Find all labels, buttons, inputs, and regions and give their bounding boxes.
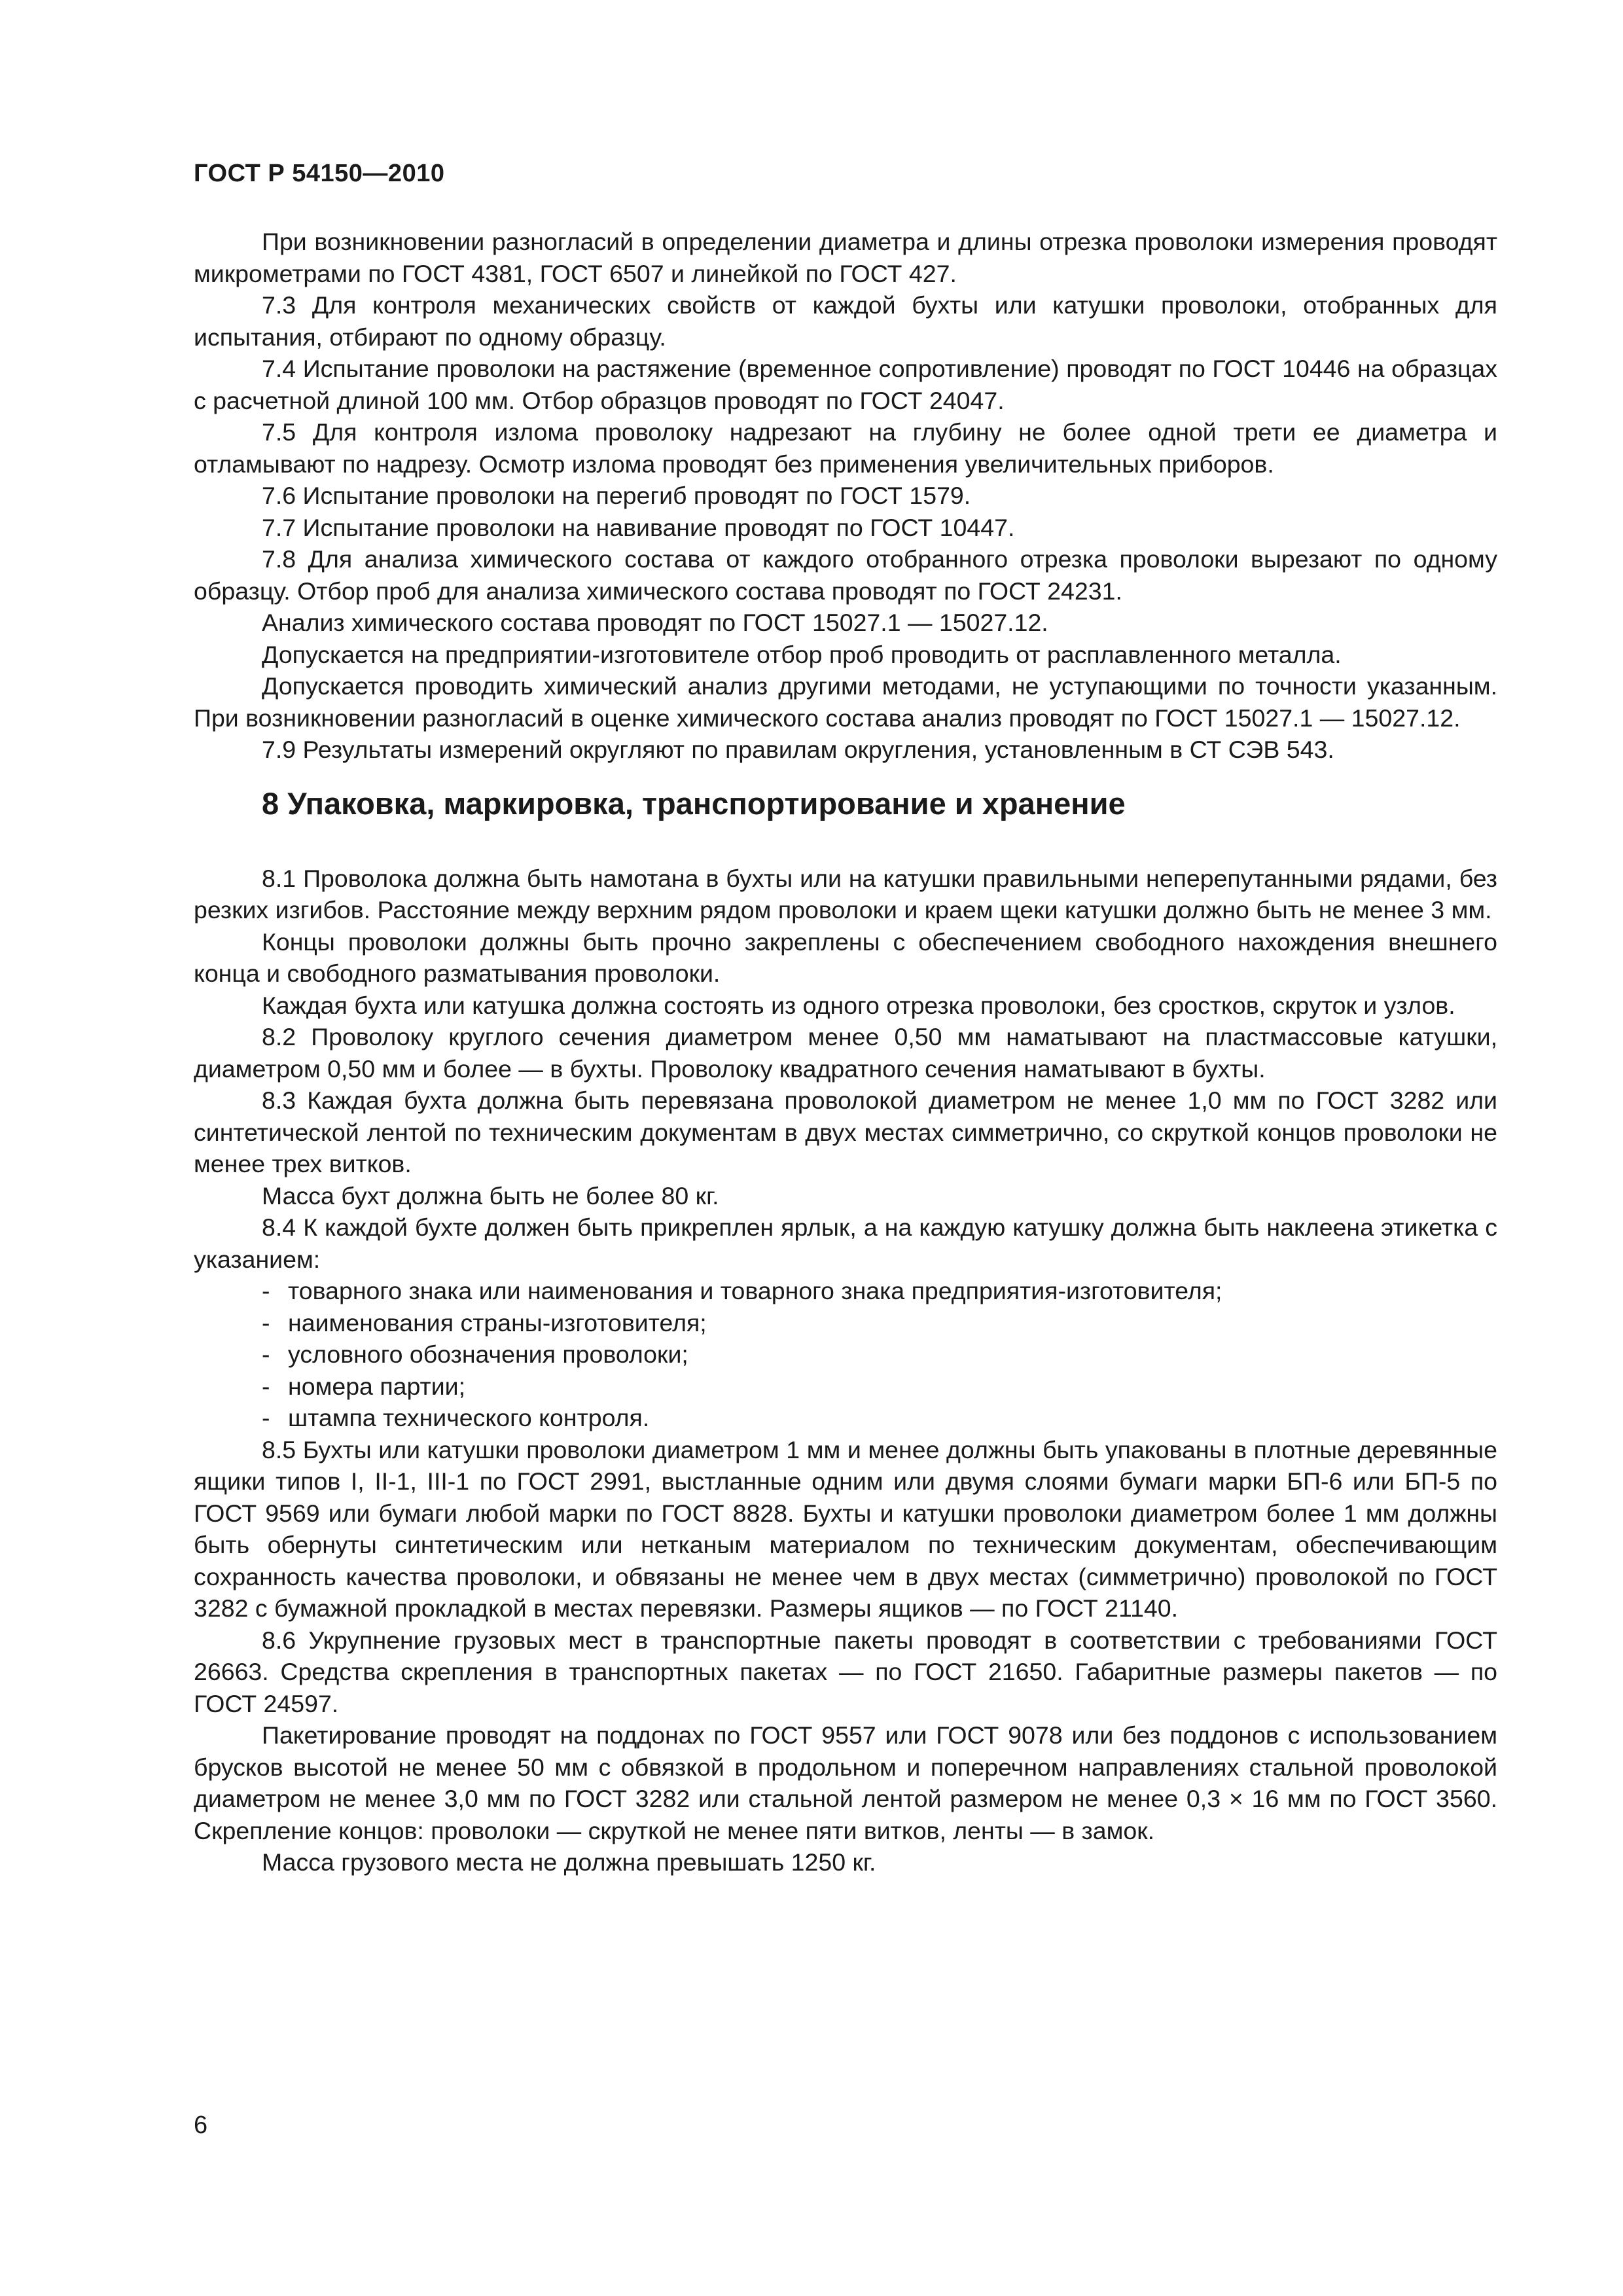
list-dash: - [262, 1277, 270, 1304]
paragraph-7-3: 7.3 Для контроля механических свойств от каждой бухты или катушки проволоки, отобранных для испытания, отбирают по одному образцу. [194, 291, 1497, 351]
paragraph-package-mass: Масса грузового места не должна превышать 1250 кг. [262, 1848, 876, 1876]
paragraph-palletizing: Пакетирование проводят на поддонах по ГОСТ 9557 или ГОСТ 9078 или без поддонов с использованием брусков высотой не менее 50 мм с обвязкой в продольном и поперечном направлениях стальной проволокой диаметром не менее 3,0 мм по ГОСТ 3282 или стальной лентой размером не менее 0,3 × 16 мм по ГОСТ 3560. Скрепление концов: проволоки — скруткой не менее пяти витков, ленты — в замок. [194, 1721, 1497, 1844]
paragraph-7-5: 7.5 Для контроля излома проволоку надрезают на глубину не более одной трети ее диаметра и отламывают по надрезу. Осмотр излома проводят без применения увеличительных приборов. [194, 418, 1497, 478]
paragraph-8-5: 8.5 Бухты или катушки проволоки диаметром 1 мм и менее должны быть упакованы в плотные деревянные ящики типов I, II-1, III-1 по ГОСТ 2991, выстланные одним или двумя слоями бумаги марки БП-6 или БП-5 по ГОСТ 9569 или бумаги любой марки по ГОСТ 8828. Бухты и катушки проволоки диаметром более 1 мм должны быть обернуты синтетическим или нетканым материалом по техническим документам, обеспечивающим сохранность качества проволоки, и обвязаны не менее чем в двух местах (симметрично) проволокой по ГОСТ 3282 с бумажной прокладкой в местах перевязки. Размеры ящиков — по ГОСТ 21140. [194, 1435, 1497, 1622]
paragraph-7-8: 7.8 Для анализа химического состава от каждого отобранного отрезка проволоки вырезают по одному образцу. Отбор проб для анализа химического состава проводят по ГОСТ 24231. [194, 545, 1497, 605]
list-item: - номера партии; [262, 1371, 1497, 1403]
paragraph-8-1: 8.1 Проволока должна быть намотана в бухты или на катушки правильными неперепутанными рядами, без резких изгибов. Расстояние между верхним рядом проволоки и краем щеки катушки должно быть не менее 3 мм. [194, 864, 1497, 924]
label-contents-list [194, 1275, 1497, 1434]
list-item: - товарного знака или наименования и товарного знака предприятия-изготовителя; [262, 1275, 1497, 1307]
list-dash: - [262, 1372, 270, 1400]
paragraph-molten-metal-sampling: Допускается на предприятии-изготовителе отбор проб проводить от расплавленного металла. [262, 640, 1342, 668]
section-8-title: 8 Упаковка, маркировка, транспортирование и хранение [262, 785, 1126, 821]
paragraph-7-4: 7.4 Испытание проволоки на растяжение (временное сопротивление) проводят по ГОСТ 10446 на образцах с расчетной длиной 100 мм. Отбор образцов проводят по ГОСТ 24047. [194, 355, 1497, 414]
paragraph-7-9: 7.9 Результаты измерений округляют по правилам округления, установленным в СТ СЭВ 543. [262, 736, 1334, 763]
document-body [194, 226, 1497, 1878]
paragraph-8-2: 8.2 Проволоку круглого сечения диаметром менее 0,50 мм наматывают на пластмассовые катушки, диаметром 0,50 мм и более — в бухты. Проволоку квадратного сечения наматывают в бухты. [194, 1023, 1497, 1083]
paragraph-single-length: Каждая бухта или катушка должна состоять из одного отрезка проволоки, без сростков, скруток и узлов. [262, 991, 1455, 1019]
list-item: - наименования страны-изготовителя; [262, 1307, 1497, 1339]
paragraph-wire-ends: Концы проволоки должны быть прочно закреплены с обеспечением свободного нахождения внешнего конца и свободного разматывания проволоки. [194, 927, 1497, 987]
paragraph-8-6: 8.6 Укрупнение грузовых мест в транспортные пакеты проводят в соответствии с требованиями ГОСТ 26663. Средства скрепления в транспортных пакетах — по ГОСТ 21650. Габаритные размеры пакетов — по ГОСТ 24597. [194, 1626, 1497, 1717]
paragraph-7-6: 7.6 Испытание проволоки на перегиб проводят по ГОСТ 1579. [262, 482, 971, 509]
list-dash: - [262, 1340, 270, 1368]
list-dash: - [262, 1308, 270, 1336]
paragraph-8-4: 8.4 К каждой бухте должен быть прикреплен ярлык, а на каждую катушку должна быть наклеена этикетка с указанием: [194, 1213, 1497, 1273]
list-item: - условного обозначения проволоки; [262, 1338, 1497, 1371]
paragraph-chemical-analysis: Анализ химического состава проводят по ГОСТ 15027.1 — 15027.12. [262, 609, 1048, 636]
paragraph-other-methods: Допускается проводить химический анализ другими методами, не уступающими по точности указанным. При возникновении разногласий в оценке химического состава анализ проводят по ГОСТ 15027.1 — 15027.12. [194, 672, 1497, 732]
paragraph-7-7: 7.7 Испытание проволоки на навивание проводят по ГОСТ 10447. [262, 513, 1015, 541]
paragraph-coil-mass: Масса бухт должна быть не более 80 кг. [262, 1181, 719, 1210]
list-dash: - [262, 1404, 270, 1431]
paragraph-disagreement-measurement: При возникновении разногласий в определении диаметра и длины отрезка проволоки измерения проводят микрометрами по ГОСТ 4381, ГОСТ 6507 и линейкой по ГОСТ 427. [194, 228, 1497, 287]
document-code-header: ГОСТ Р 54150—2010 [194, 160, 445, 187]
page-number: 6 [194, 2111, 208, 2139]
paragraph-8-3: 8.3 Каждая бухта должна быть перевязана проволокой диаметром не менее 1,0 мм по ГОСТ 3282 или синтетической лентой по техническим документам в двух местах симметрично, со скруткой концов проволоки не менее трех витков. [194, 1086, 1497, 1177]
list-item: - штампа технического контроля. [262, 1402, 1497, 1434]
